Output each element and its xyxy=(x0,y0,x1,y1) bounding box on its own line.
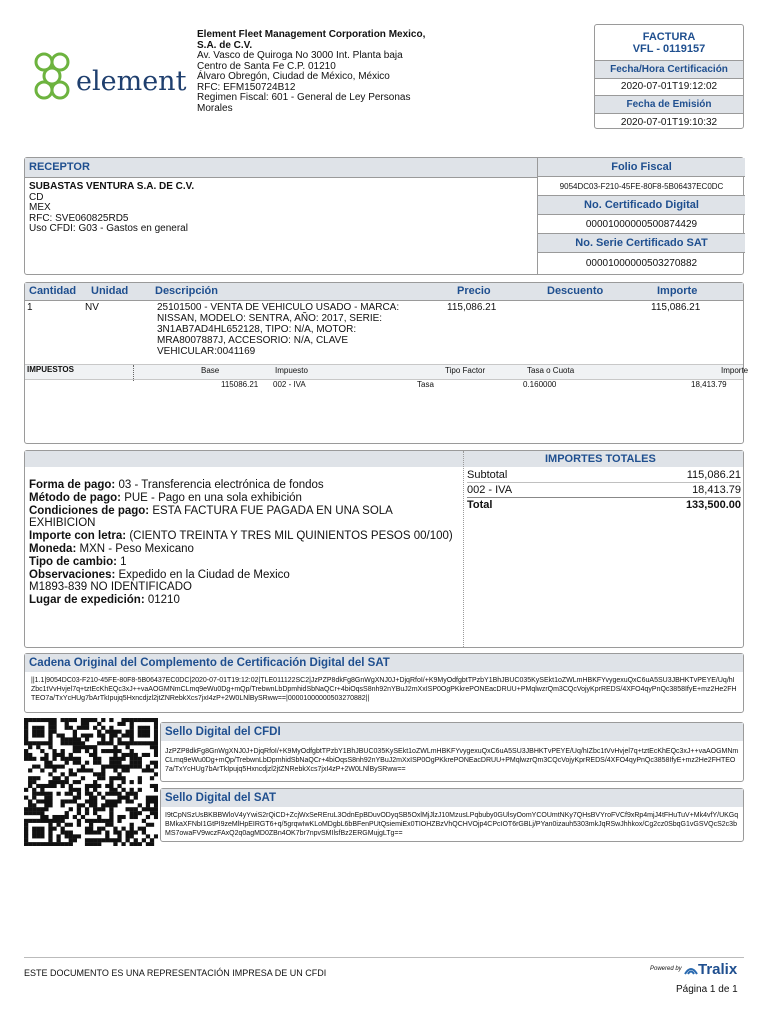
tax-col-tipo: Tipo Factor xyxy=(445,366,486,375)
powered-by: Powered by xyxy=(650,966,682,972)
tax-col-impuesto: Impuesto xyxy=(275,366,308,375)
forma-label: Forma de pago: xyxy=(29,479,116,491)
totals-label: IMPORTES TOTALES xyxy=(545,453,656,465)
item-descripcion: 25101500 - VENTA DE VEHICULO USADO - MARCA: NISSAN, MODELO: SENTRA, AÑO: 2017, SERIE: 3N1AB7AD4HL652128, TIPO: N/A, MOTOR: MRA8007887J, ACCESORIO: N/A, CLAVE VEHICULAR:0041169 xyxy=(157,302,400,357)
folio-label: Folio Fiscal xyxy=(538,158,745,177)
moneda-label: Moneda: xyxy=(29,542,77,555)
observaciones-label: Observaciones: xyxy=(29,568,116,581)
qr-code-icon xyxy=(24,718,158,846)
condiciones-value: ESTA FACTURA FUE PAGADA EN UNA SOLA EXHIBICION xyxy=(29,504,393,530)
tax-col-importe: Importe xyxy=(721,366,749,375)
subtotal-label: Subtotal xyxy=(467,469,508,481)
emission-date-value: 2020-07-01T19:10:32 xyxy=(620,116,718,128)
metodo-label: Método de pago: xyxy=(29,491,121,504)
metodo-value: PUE - Pago en una sola exhibición xyxy=(124,491,302,504)
emission-date-label: Fecha de Emisión xyxy=(595,96,743,114)
items-box xyxy=(24,282,749,444)
invoice-title: FACTURA xyxy=(642,30,696,43)
issuer-line: Centro de Santa Fe C.P. 01210 xyxy=(197,60,336,72)
cadena-box xyxy=(24,653,744,713)
tralix-text: Tralix xyxy=(698,961,738,978)
tax-importe: 18,413.79 xyxy=(691,380,727,389)
issuer-name: Element Fleet Management Corporation Mexico, S.A. de C.V. xyxy=(197,29,426,51)
tralix-mark-icon xyxy=(684,964,698,976)
payment-box xyxy=(24,450,744,648)
tax-impuesto: 002 - IVA xyxy=(273,380,306,389)
col-precio: Precio xyxy=(457,285,491,297)
sello-sat-box xyxy=(160,788,744,842)
item-unidad: NV xyxy=(85,302,99,313)
sello-cfdi-text: JzPZP8dkFg8GnWgXNJ0J+DjqRfoI/+K9MyOdfgbtTPzbY1BhJBUC035KySEkt1oZWLmHBKFYvygexuQxC6uA5SU3JBHKTvPEYE/Uq/hIZbc1tVvHvjel7q+tztEcKhEQc3xJ++vaAOGMNmCLmq9eWu0Dg+mQp/TrebwnLbDpmhidSbNaQCr+4biOqsS8nh92nYBuJ2mXxISP0OgPKkrePONEacDRUU+PMqlwzrQm3CQcVojyKprREDS/4XFO4qyPnQc3858IfyE+mz2He2FHTEO7a/TxYcHUg7bArTkIpujq5Hxncdjzl2jtZNRebkXcs7jxI4zP+2W0LNlBySRww== xyxy=(165,748,739,773)
lugar-value: 01210 xyxy=(147,594,180,607)
footer-disclaimer: ESTE DOCUMENTO ES UNA REPRESENTACIÓN IMPRESA DE UN CFDI xyxy=(24,968,327,978)
receptor-line: CD xyxy=(29,191,44,203)
receptor-line: MEX xyxy=(29,202,51,213)
tax-col-tasa: Tasa o Cuota xyxy=(527,366,575,375)
sat-serial-label: No. Serie Certificado SAT xyxy=(538,234,745,253)
sello-cfdi-box xyxy=(160,722,744,782)
letra-value: (CIENTO TREINTA Y TRES MIL QUINIENTOS PESOS 00/100) xyxy=(129,530,453,543)
issuer-line: Regimen Fiscal: 601 - General de Ley Personas xyxy=(197,92,411,103)
payment-details xyxy=(29,479,459,607)
issuer-line: Av. Vasco de Quiroga No 3000 Int. Planta baja xyxy=(197,50,403,61)
total-value: 133,500.00 xyxy=(685,499,741,511)
tralix-logo xyxy=(684,961,737,978)
invoice-box xyxy=(594,24,744,129)
issuer-line: Morales xyxy=(197,102,233,114)
logo-text: element xyxy=(76,66,187,97)
sello-sat-label: Sello Digital del SAT xyxy=(161,789,743,807)
observaciones-extra: M1893-839 NO IDENTIFICADO xyxy=(29,581,192,594)
tax-col-base: Base xyxy=(201,366,220,375)
logo-mark-icon xyxy=(34,50,78,108)
lugar-label: Lugar de expedición: xyxy=(29,594,145,607)
receptor-name: SUBASTAS VENTURA S.A. DE C.V. xyxy=(29,181,195,192)
tipo-cambio-label: Tipo de cambio: xyxy=(29,555,117,568)
col-cantidad: Cantidad xyxy=(29,285,77,297)
issuer-line: Álvaro Obregón, Ciudad de México, México xyxy=(197,71,390,82)
receptor-label: RECEPTOR xyxy=(29,161,90,173)
total-label: Total xyxy=(467,499,493,511)
condiciones-label: Condiciones de pago: xyxy=(29,504,150,517)
page-number: Página 1 de 1 xyxy=(676,984,738,995)
sello-sat-text: I9tCpNSzUsBKBBWloV4yYwiS2rQiCD+ZcjWxSeREruL3OdnEpBDuvODyqSB5OxlMjJlzJ10MzusLPqbuby0GUlsyOomYCOUmtNKy7QHsBVYroFVCf9xRp4mjJ4tFHuTuV+Mk4vfY/UKGqBMkaXFNbI1GtPI9zeMlHpEIRGT6+q/5grqwIwKLoMDgbL6bBFenPUtQsiemiEx0TIOHZBzVhQCHVOjp4CPcIOT6rGBLj/PYan0izauh5303mkJqRSwJhhkox/Cg2cz0SbqG1vGSVQcS2c3bMS7owaFV9wczFAxQ2q0agMD0ZBn4OK7br7npvSMIlsfBz2ERGMujgLTg== xyxy=(165,812,739,837)
issuer-line: RFC: EFM150724B12 xyxy=(197,81,296,93)
sat-serial-value: 00001000000503270882 xyxy=(585,258,698,269)
cadena-label: Cadena Original del Complemento de Certificación Digital del SAT xyxy=(25,654,743,672)
impuestos-label: IMPUESTOS xyxy=(27,365,74,374)
cert-number-value: 00001000000500874429 xyxy=(538,215,745,234)
cert-date-label: Fecha/Hora Certificación xyxy=(595,61,743,79)
item-precio: 115,086.21 xyxy=(447,302,497,313)
subtotal-value: 115,086.21 xyxy=(686,469,741,481)
col-descripcion: Descripción xyxy=(155,285,218,297)
item-cantidad: 1 xyxy=(27,302,33,313)
col-unidad: Unidad xyxy=(91,285,129,297)
observaciones-value: Expedido en la Ciudad de Mexico xyxy=(118,568,290,581)
totals-table xyxy=(467,468,741,512)
tax-tasa: 0.160000 xyxy=(523,380,557,389)
qr-code xyxy=(24,718,158,846)
receptor-details xyxy=(29,182,194,235)
receptor-line: Uso CFDI: G03 - Gastos en general xyxy=(29,223,188,234)
col-importe: Importe xyxy=(657,285,698,297)
cadena-text: ||1.1|9054DC03-F210-45FE-80F8-5B06437EC0DC|2020-07-01T19:12:02|TLE011122SC2|JzPZP8dkFg8GnWgXNJ0J+DjqRfoI/+K9MyOdfgbtTPzbY1BhJBUC035KySEkt1oZWLmHBKFYvygexuQxC6uA5SU3JBHKTvPEYE/Uq/hIZbc1tVvHvjel7q+tztEcKhEQc3xJ++vaAOGMNmCLmq9eWu0Dg+mQp/TrebwnLbDpmhidSbNaQCr+4biOqsS8nh92nYBuJ2mXxISP0OgPKkrePONEacDRUU+PMqlwzrQm3CQcVojyKprREDS/4XFO4qyPnQc3858IfyE+mz2He2FHTEO7a/TxYcHUg7bArTkIpujq5Hxncdjzl2jtZNRebkXcs7jxI4zP+2W0LNlBySRww==|00001000000503270882|| xyxy=(31,677,737,702)
fiscal-block xyxy=(537,158,745,274)
company-logo xyxy=(34,48,187,110)
tipo-cambio-value: 1 xyxy=(120,555,127,568)
tax-tipo: Tasa xyxy=(417,380,434,389)
cert-date-value: 2020-07-01T19:12:02 xyxy=(595,79,743,97)
cert-number-label: No. Certificado Digital xyxy=(538,196,745,215)
item-importe: 115,086.21 xyxy=(651,302,701,313)
folio-value: 9054DC03-F210-45FE-80F8-5B06437EC0DC xyxy=(538,177,745,196)
invoice-number: VFL - 0119157 xyxy=(632,42,706,55)
issuer-block xyxy=(197,30,437,114)
moneda-value: MXN - Peso Mexicano xyxy=(79,542,194,555)
tax-base: 115086.21 xyxy=(221,380,259,389)
iva-value: 18,413.79 xyxy=(692,484,741,496)
iva-label: 002 - IVA xyxy=(467,484,513,496)
receptor-box xyxy=(24,157,744,275)
letra-label: Importe con letra: xyxy=(29,530,127,543)
col-descuento: Descuento xyxy=(547,285,604,297)
sello-cfdi-label: Sello Digital del CFDI xyxy=(161,723,743,741)
receptor-line: RFC: SVE060825RD5 xyxy=(29,212,129,224)
footer-divider xyxy=(24,957,744,958)
forma-value: 03 - Transferencia electrónica de fondos xyxy=(118,479,324,491)
